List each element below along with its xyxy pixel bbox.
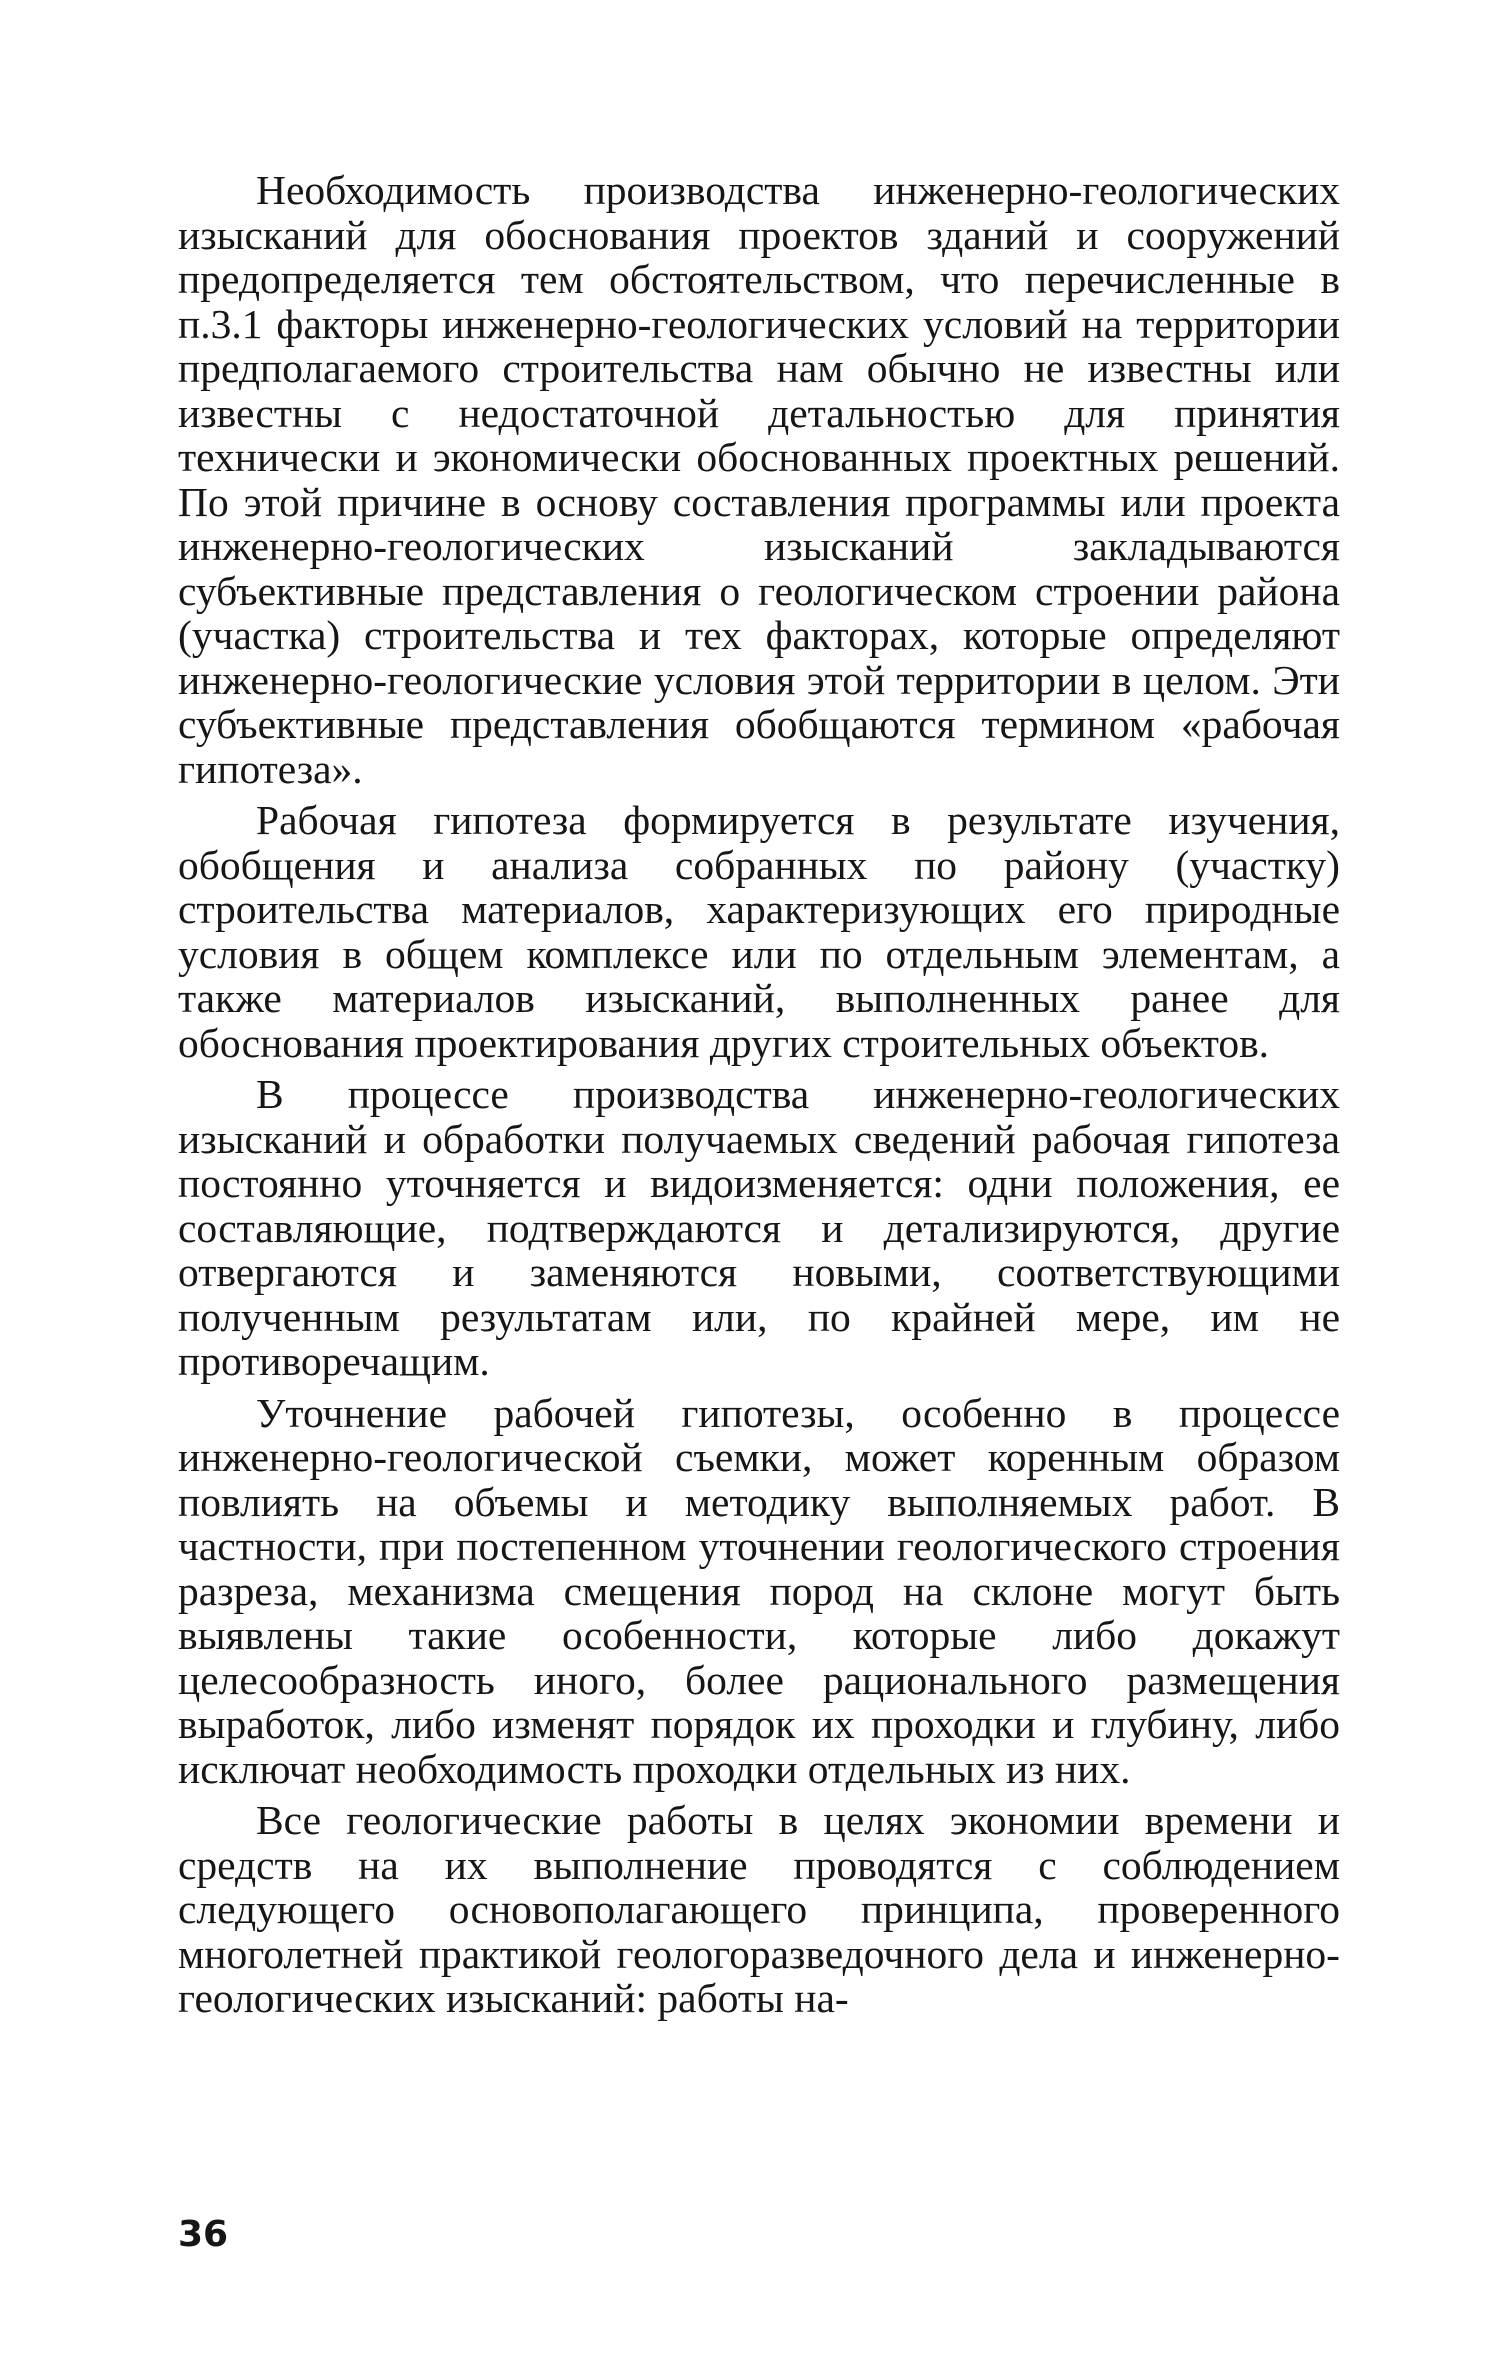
paragraph-5: Все геологические работы в целях экономии времени и средств на их выполнение проводятся с соблюдением следующего основополагающего принципа, проверенного многолетней практикой геологоразведочного дела и инженерно-геологических изысканий: работы на- bbox=[178, 1797, 1340, 2021]
paragraph-4: Уточнение рабочей гипотезы, особенно в процессе инженерно-геологической съемки, может коренным образом повлиять на объемы и методику выполняемых работ. В частности, при постепенном уточнении геологического строения разреза, механизма смещения пород на склоне могут быть выявлены такие особенности, которые либо докажут целесообразность иного, более рационального размещения выработок, либо изменят порядок их проходки и глубину, либо исключат необходимость проходки отдельных из них. bbox=[178, 1389, 1340, 1792]
paragraph-2: Рабочая гипотеза формируется в результате изучения, обобщения и анализа собранных по району (участку) строительства материалов, характеризующих его природные условия в общем комплексе или по отдельным элементам, а также материалов изысканий, выполненных ранее для обоснования проектирования других строительных объектов. bbox=[178, 797, 1340, 1066]
paragraph-1: Необходимость производства инженерно-геологических изысканий для обоснования проектов зданий и сооружений предопределяется тем обстоятельством, что перечисленные в п.3.1 факторы инженерно-геологических условий на территории предполагаемого строительства нам обычно не известны или известны с недостаточной детальностью для принятия технически и экономически обоснованных проектных решений. По этой причине в основу составления программы или проекта инженерно-геологических изысканий закладываются субъективные представления о геологическом строении района (участка) строительства и тех факторах, которые определяют инженерно-геологические условия этой территории в целом. Эти субъективные представления обобщаются термином «рабочая гипотеза». bbox=[178, 167, 1340, 792]
page-body bbox=[178, 168, 1340, 2021]
paragraph-3: В процессе производства инженерно-геологических изысканий и обработки получаемых сведений рабочая гипотеза постоянно уточняется и видоизменяется: одни положения, ее составляющие, подтверждаются и детализируются, другие отвергаются и заменяются новыми, соответствующими полученным результатам или, по крайней мере, им не противоречащим. bbox=[178, 1071, 1340, 1384]
page-number: 36 bbox=[178, 2214, 229, 2255]
